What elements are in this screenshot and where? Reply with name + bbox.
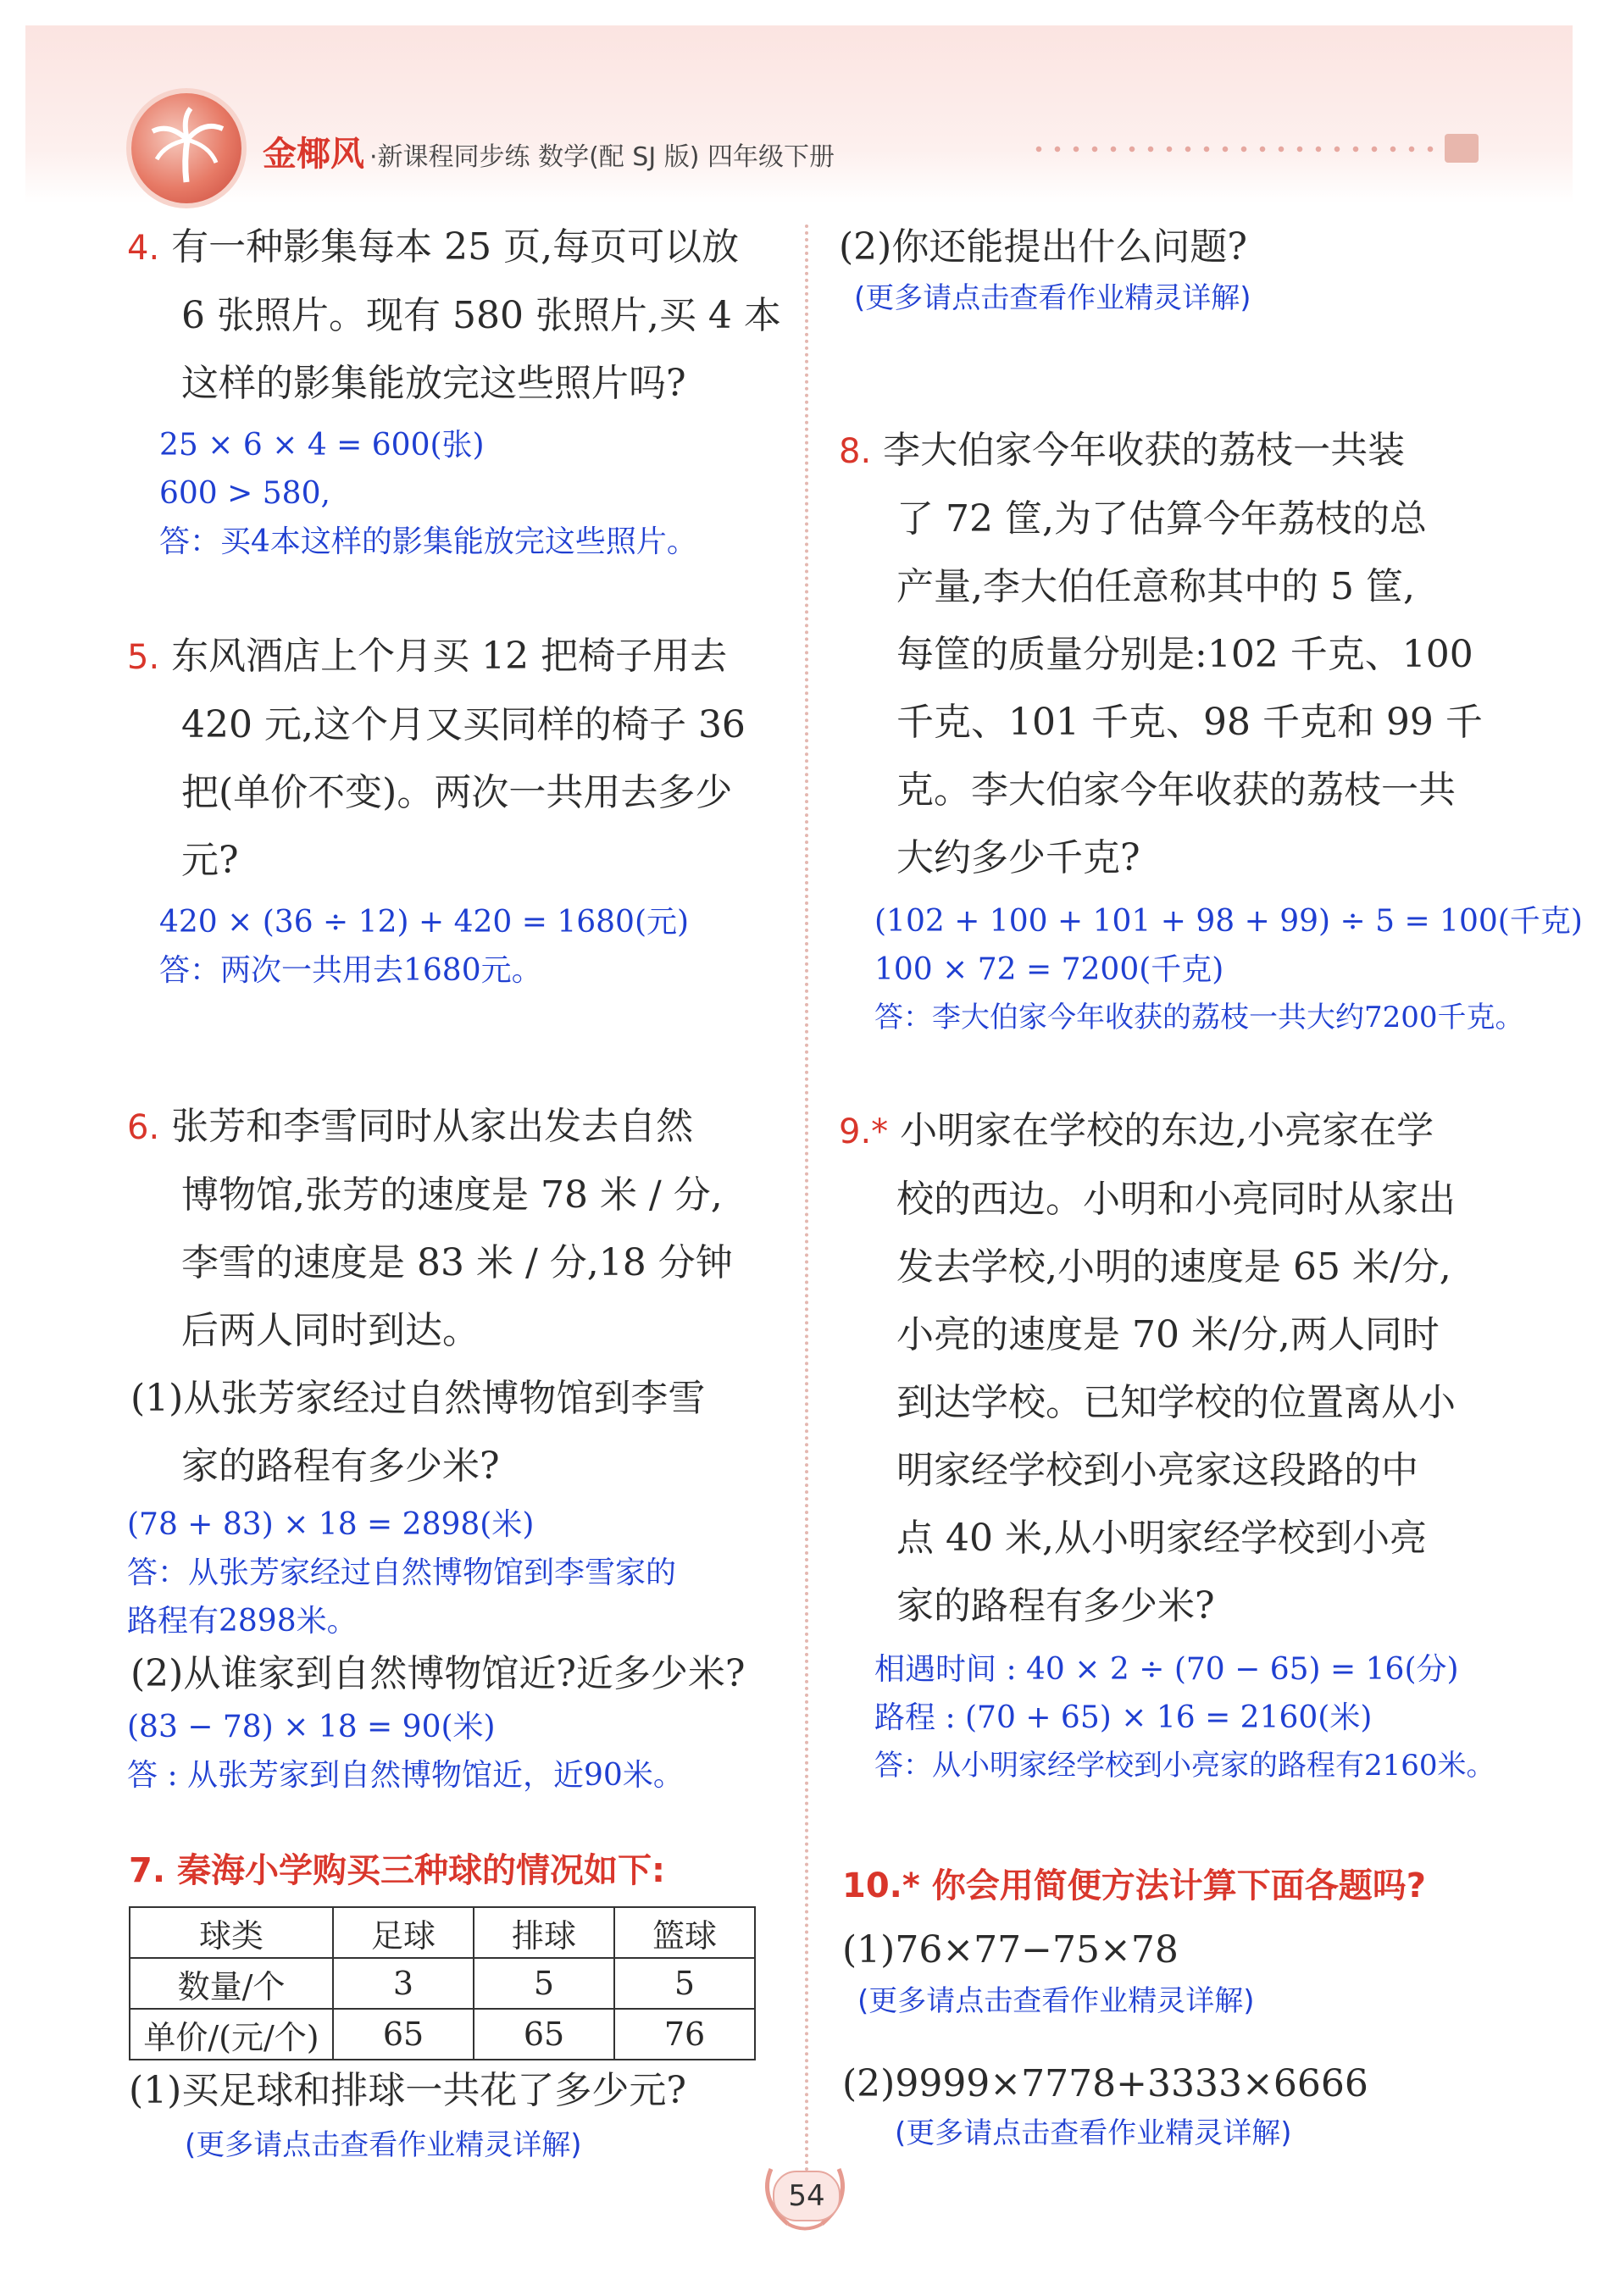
page-number-badge bbox=[754, 2152, 856, 2237]
table-header-cell: 足球 bbox=[333, 1907, 474, 1958]
answer-line: 路程 : (70 + 65) × 16 = 2160(米) bbox=[874, 1700, 1373, 1735]
header-dots-decoration bbox=[1029, 146, 1470, 153]
sub-question-2: (2)9999×7778+3333×6666 bbox=[842, 2062, 1368, 2105]
table-header-row bbox=[130, 1907, 755, 1958]
question-line: 了 72 筐,为了估算今年荔枝的总 bbox=[896, 497, 1427, 541]
table-cell: 单价/(元/个) bbox=[130, 2009, 333, 2060]
question-6 bbox=[127, 1093, 746, 1800]
column-divider bbox=[805, 225, 808, 2173]
answer-line: 答：两次一共用去1680元。 bbox=[159, 953, 542, 988]
table-cell: 76 bbox=[614, 2009, 755, 2060]
question-line: 后两人同时到达。 bbox=[181, 1309, 480, 1352]
table-cell: 65 bbox=[474, 2009, 614, 2060]
answer-line: (102 + 100 + 101 + 98 + 99) ÷ 5 = 100(千克) bbox=[874, 904, 1583, 939]
question-line: 克。李大伯家今年收获的荔枝一共 bbox=[896, 768, 1456, 812]
answer-line: 答：从小明家经学校到小亮家的路程有2160米。 bbox=[874, 1749, 1495, 1783]
answer-line: 答 : 从张芳家到自然博物馆近，近90米。 bbox=[127, 1758, 684, 1793]
sub-question-1: (1)从张芳家经过自然博物馆到李雪 bbox=[130, 1377, 706, 1420]
question-line: 420 元,这个月又买同样的椅子 36 bbox=[181, 703, 746, 746]
question-line: 大约多少千克? bbox=[896, 836, 1140, 879]
question-number: 4. bbox=[127, 229, 160, 268]
header-corner-mark bbox=[1445, 134, 1479, 163]
answer-block bbox=[839, 897, 1583, 1042]
brand-logo bbox=[131, 93, 241, 203]
page-number: 54 bbox=[773, 2171, 841, 2221]
answer-line: (83 − 78) × 18 = 90(米) bbox=[127, 1710, 496, 1744]
answer-block bbox=[127, 1500, 746, 1645]
question-line: 博物馆,张芳的速度是 78 米 / 分, bbox=[181, 1173, 723, 1217]
question-line: 每筐的质量分别是:102 千克、100 bbox=[896, 633, 1473, 676]
balls-table bbox=[129, 1906, 756, 2060]
brand-name: 金椰风 bbox=[263, 135, 364, 174]
question-4 bbox=[127, 214, 781, 566]
table-cell: 5 bbox=[474, 1958, 614, 2009]
question-10-title: 10.* 你会用简便方法计算下面各题吗? bbox=[842, 1866, 1426, 1905]
answer-line: (78 + 83) × 18 = 2898(米) bbox=[127, 1507, 535, 1542]
question-7 bbox=[129, 1838, 665, 1903]
question-line: 5. 东风酒店上个月买 12 把椅子用去 bbox=[127, 635, 728, 678]
answer-block bbox=[127, 421, 781, 566]
more-details-link[interactable]: (更多请点击查看作业精灵详解) bbox=[854, 281, 1251, 315]
answer-line: 600 > 580, bbox=[159, 476, 330, 511]
question-line: 6 张照片。现有 580 张照片,买 4 本 bbox=[181, 294, 781, 337]
more-details-link[interactable]: (更多请点击查看作业精灵详解) bbox=[857, 1984, 1255, 2018]
question-line: 元? bbox=[181, 839, 239, 882]
answer-block bbox=[127, 1703, 746, 1800]
question-number: 6. bbox=[127, 1108, 160, 1147]
answer-block bbox=[127, 898, 746, 995]
question-line: 9.* 小明家在学校的东边,小亮家在学 bbox=[839, 1109, 1434, 1152]
sub-question-1-line: 家的路程有多少米? bbox=[181, 1445, 500, 1488]
question-line: 这样的影集能放完这些照片吗? bbox=[181, 362, 686, 405]
sub-question-2: (2)你还能提出什么问题? bbox=[839, 225, 1247, 269]
palm-tree-icon bbox=[131, 93, 241, 203]
question-line: 明家经学校到小亮家这段路的中 bbox=[896, 1449, 1418, 1492]
question-5 bbox=[127, 623, 746, 995]
answer-line: 答：从张芳家经过自然博物馆到李雪家的 bbox=[127, 1556, 677, 1590]
table-cell: 数量/个 bbox=[130, 1958, 333, 2009]
question-10 bbox=[842, 1854, 1426, 2157]
question-line: 产量,李大伯任意称其中的 5 筐, bbox=[896, 565, 1415, 608]
question-line: 李雪的速度是 83 米 / 分,18 分钟 bbox=[181, 1241, 733, 1284]
question-line: 6. 张芳和李雪同时从家出发去自然 bbox=[127, 1105, 694, 1148]
question-9 bbox=[839, 1097, 1495, 1790]
question-number: 5. bbox=[127, 638, 160, 677]
question-number: 8. bbox=[839, 432, 872, 471]
answer-line: 答：李大伯家今年收获的荔枝一共大约7200千克。 bbox=[874, 1001, 1524, 1034]
header-title bbox=[263, 127, 835, 178]
table-cell: 65 bbox=[333, 2009, 474, 2060]
question-line: 小亮的速度是 70 米/分,两人同时 bbox=[896, 1313, 1440, 1356]
more-details-link[interactable]: (更多请点击查看作业精灵详解) bbox=[895, 2116, 1292, 2150]
question-line: 发去学校,小明的速度是 65 米/分, bbox=[896, 1245, 1451, 1289]
question-number: 9.* bbox=[839, 1112, 889, 1151]
table-row bbox=[130, 1958, 755, 2009]
answer-line: 答：买4本这样的影集能放完这些照片。 bbox=[159, 524, 697, 559]
question-line: 到达学校。已知学校的位置离从小 bbox=[896, 1381, 1456, 1424]
question-line: 点 40 米,从小明家经学校到小亮 bbox=[896, 1517, 1427, 1560]
question-line: 把(单价不变)。两次一共用去多少 bbox=[181, 771, 733, 814]
question-line: 4. 有一种影集每本 25 页,每页可以放 bbox=[127, 225, 740, 269]
question-line: 校的西边。小明和小亮同时从家出 bbox=[896, 1178, 1456, 1221]
table-cell: 3 bbox=[333, 1958, 474, 2009]
table-header-cell: 排球 bbox=[474, 1907, 614, 1958]
question-7-sub-1 bbox=[129, 2060, 686, 2169]
question-line: 家的路程有多少米? bbox=[896, 1584, 1215, 1628]
question-line: 8. 李大伯家今年收获的荔枝一共装 bbox=[839, 429, 1406, 472]
more-details-link[interactable]: (更多请点击查看作业精灵详解) bbox=[185, 2128, 582, 2162]
answer-line: 路程有2898米。 bbox=[127, 1604, 358, 1639]
sub-question-1: (1)76×77−75×78 bbox=[842, 1928, 1179, 1972]
answer-line: 25 × 6 × 4 = 600(张) bbox=[159, 428, 485, 463]
table-row bbox=[130, 2009, 755, 2060]
table-header-cell: 篮球 bbox=[614, 1907, 755, 1958]
question-7-title: 7. 秦海小学购买三种球的情况如下: bbox=[129, 1851, 665, 1890]
table-cell: 5 bbox=[614, 1958, 755, 2009]
answer-line: 相遇时间 : 40 × 2 ÷ (70 − 65) = 16(分) bbox=[874, 1652, 1459, 1687]
answer-line: 100 × 72 = 7200(千克) bbox=[874, 952, 1224, 987]
table-header-cell: 球类 bbox=[130, 1907, 333, 1958]
answer-block bbox=[839, 1645, 1495, 1790]
sub-question-2: (2)从谁家到自然博物馆近?近多少米? bbox=[130, 1652, 746, 1695]
question-7-sub-2 bbox=[839, 214, 1251, 322]
question-line: 千克、101 千克、98 千克和 99 千 bbox=[896, 701, 1483, 744]
question-8 bbox=[839, 417, 1583, 1042]
answer-line: 420 × (36 ÷ 12) + 420 = 1680(元) bbox=[159, 905, 690, 940]
book-subtitle: ·新课程同步练 数学(配 SJ 版) 四年级下册 bbox=[369, 142, 835, 172]
sub-question-1: (1)买足球和排球一共花了多少元? bbox=[129, 2069, 686, 2112]
